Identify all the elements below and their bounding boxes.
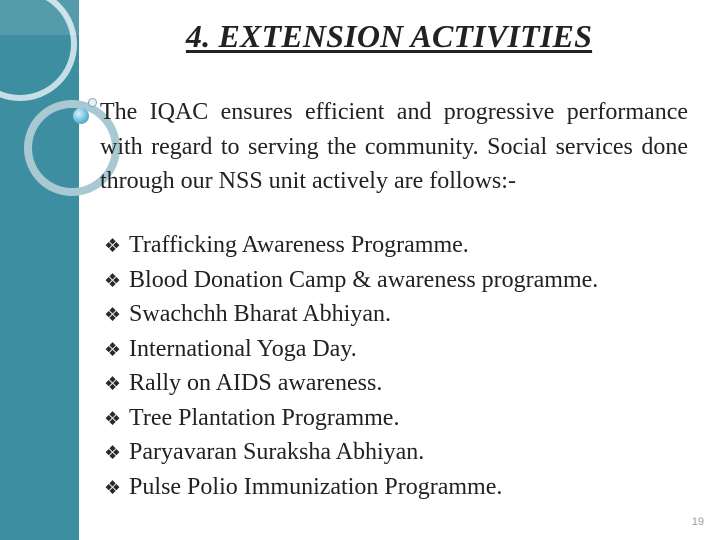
activity-label: Swachchh Bharat Abhiyan. <box>129 301 391 327</box>
activities-list <box>104 229 704 505</box>
activity-label: Rally on AIDS awareness. <box>129 370 383 396</box>
activity-label: Pulse Polio Immunization Programme. <box>129 473 503 500</box>
list-item <box>104 436 704 471</box>
list-item <box>104 402 704 437</box>
diamond-bullet-icon: ❖ <box>104 373 122 395</box>
activity-label: Trafficking Awareness Programme. <box>129 232 469 258</box>
list-item <box>104 471 704 506</box>
page-number: 19 <box>691 516 704 528</box>
list-item <box>104 333 704 368</box>
diamond-bullet-icon: ❖ <box>104 304 122 326</box>
diamond-bullet-icon: ❖ <box>104 407 122 430</box>
activity-label: Tree Plantation Programme. <box>129 404 400 431</box>
activity-label: Paryavaran Suraksha Abhiyan. <box>129 439 425 465</box>
activity-label: Blood Donation Camp & awareness programme. <box>129 266 599 293</box>
list-item <box>104 298 704 333</box>
bullet-orb-icon <box>73 108 89 124</box>
list-item <box>104 229 704 264</box>
intro-paragraph: The IQAC ensures efficient and progressive performance with regard to serving the community. Social services done through our NSS unit actively are follows:- <box>100 99 688 194</box>
slide-title: 4. EXTENSION ACTIVITIES <box>185 18 593 54</box>
diamond-bullet-icon: ❖ <box>104 269 122 292</box>
diamond-bullet-icon: ❖ <box>104 476 122 499</box>
list-item <box>104 264 704 299</box>
bullet-ring-icon <box>88 98 97 107</box>
activity-label: International Yoga Day. <box>129 335 357 362</box>
diamond-bullet-icon: ❖ <box>104 338 122 361</box>
diamond-bullet-icon: ❖ <box>104 442 122 464</box>
diamond-bullet-icon: ❖ <box>104 235 122 257</box>
list-item <box>104 367 704 402</box>
